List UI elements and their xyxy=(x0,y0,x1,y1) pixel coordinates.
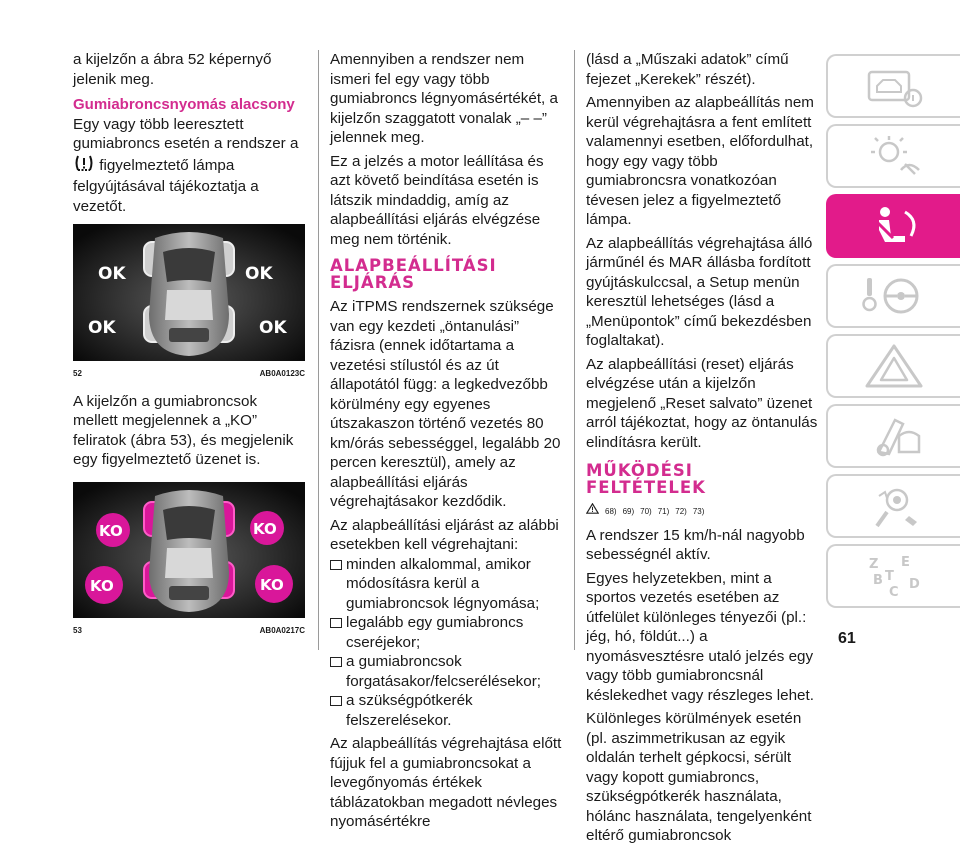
tab-warning-lights[interactable] xyxy=(826,334,960,398)
ok-label-rear-right: OK xyxy=(259,318,287,338)
maintenance-icon xyxy=(859,482,929,530)
list-item: legalább egy gumiabroncs cseréjekor; xyxy=(330,613,562,652)
svg-text:Z: Z xyxy=(869,557,879,572)
figure-52-ok xyxy=(73,224,305,361)
warning-triangle-icon xyxy=(586,502,599,522)
index-icon xyxy=(859,552,929,600)
paragraph: Ez a jelzés a motor leállítása és azt követő beindítása esetén is látszik mindaddig, amíg az alapbeállítási eljárás elvégzése meg nem történik. xyxy=(330,152,544,248)
ko-label-front-right: KO xyxy=(253,519,277,538)
ko-label-front-left: KO xyxy=(99,521,123,540)
page-number: 61 xyxy=(838,630,856,647)
column-divider xyxy=(318,50,319,650)
list-item: a gumiabroncsok forgatásakor/felcserélésekor; xyxy=(330,652,562,691)
safety-icon xyxy=(859,202,929,250)
column-2 xyxy=(330,50,562,836)
paragraph: A kijelzőn a gumiabroncsok mellett megjelennek a „KO” feliratok (ábra 53), és megjelenik egy figyelmeztető üzenet is. xyxy=(73,392,294,468)
ok-label-front-right: OK xyxy=(245,264,273,284)
starting-driving-icon xyxy=(859,272,929,320)
column-1 xyxy=(73,50,305,648)
tab-car-info[interactable] xyxy=(826,54,960,118)
svg-text:C: C xyxy=(889,585,899,600)
ko-label-rear-left: KO xyxy=(90,576,114,595)
bullet-square-icon xyxy=(330,696,342,706)
tab-emergency[interactable] xyxy=(826,404,960,468)
bullet-square-icon xyxy=(330,618,342,628)
svg-text:B: B xyxy=(873,573,883,588)
figure-caption: 52 AB0A0123C xyxy=(73,369,305,378)
column-3 xyxy=(586,50,819,850)
paragraph: Amennyiben az alapbeállítás nem kerül végrehajtásra a fent említett valamennyi esetben, előfordulhat, hogy egy vagy több gumiabroncsra vonatkozóan tévesen jelez a figyelmeztető lámpa. xyxy=(586,94,814,228)
figure-caption: 53 AB0A0217C xyxy=(73,625,305,635)
list-item: minden alkalommal, amikor módosításra kerül a gumiabroncsok légnyomása; xyxy=(330,555,562,614)
paragraph: A rendszer 15 km/h-nál nagyobb sebességnél aktív. xyxy=(586,526,805,563)
ok-label-front-left: OK xyxy=(98,264,126,284)
paragraph: Az alapbeállítási (reset) eljárás elvégzése után a kijelzőn megjelenő „Reset salvato” üzenet arról tájékoztat, hogy az öntanulás elindításra került. xyxy=(586,355,818,451)
paragraph: Amennyiben a rendszer nem ismeri fel egy vagy több gumiabroncs légnyomásértékét, a kijelzőn szaggatott vonalak „– –” jelennek meg. xyxy=(330,51,558,146)
tab-dashboard-lights[interactable] xyxy=(826,124,960,188)
subheading-low-pressure: Gumiabroncsnyomás alacsony xyxy=(73,96,295,113)
bullet-square-icon xyxy=(330,657,342,667)
svg-text:D: D xyxy=(909,577,920,592)
bullet-square-icon xyxy=(330,560,342,570)
section-heading: MŰKÖDÉSI FELTÉTELEK xyxy=(586,461,706,497)
svg-text:T: T xyxy=(885,569,894,584)
ok-label-rear-left: OK xyxy=(88,318,116,338)
tab-safety[interactable] xyxy=(826,194,960,258)
paragraph: Az iTPMS rendszernek szüksége van egy kezdeti „öntanulási” fázisra (ennek időtartama a vezetési stílustól és az út állapotától függ: a legkedvezőbb körülmény egy egyenes útszakaszon történő vezetés 80 km/órás sebességgel, legalább 20 percen keresztül), amely az alapbeállítási eljárás végrehajtásakor kezdődik. xyxy=(330,298,561,510)
section-heading: ALAPBEÁLLÍTÁSI ELJÁRÁS xyxy=(330,256,497,292)
paragraph: Különleges körülmények esetén (pl. aszimmetrikusan az egyik oldalán terhelt gépkocsi, sérült vagy kopott gumiabroncs, szükségpótkerék használata, hólánc használata, tengelyenként eltérő gumiabroncsok xyxy=(586,710,812,844)
warning-lights-icon xyxy=(859,342,929,390)
tab-maintenance[interactable] xyxy=(826,474,960,538)
car-ok-illustration xyxy=(73,224,305,361)
car-ko-illustration xyxy=(73,482,305,618)
list-item: a szükségpótkerék felszerelésekor. xyxy=(330,691,562,730)
tab-starting-driving[interactable] xyxy=(826,264,960,328)
column-divider xyxy=(574,50,575,650)
tire-pressure-warning-icon xyxy=(73,154,95,178)
emergency-icon xyxy=(859,412,929,460)
paragraph: Az alapbeállítás végrehajtása előtt fújjuk fel a gumiabroncsokat a levegőnyomás értékek táblázatokban megadott névleges nyomásértékre xyxy=(330,735,562,830)
ko-label-rear-right: KO xyxy=(260,575,284,594)
dashboard-lights-icon xyxy=(859,132,929,180)
svg-text:E: E xyxy=(901,555,910,570)
car-info-icon xyxy=(859,62,929,110)
paragraph: Egyes helyzetekben, mint a sportos vezetés esetében az útfelület különleges tényezői (pl.: jég, hó, földút...) a nyomásvesztésre utaló jelzés egy vagy több gumiabroncsnál késlekedhet vagy részleges lehet. xyxy=(586,569,814,704)
figure-53-ko xyxy=(73,482,305,618)
paragraph: Egy vagy több leeresztett gumiabroncs esetén a rendszer a figyelmeztető lámpa felgyújtásával tájékoztatja a vezetőt. xyxy=(73,115,299,215)
chapter-tabs xyxy=(826,54,960,614)
warning-references: 68) 69) 70) 71) 72) 73) xyxy=(586,502,819,522)
paragraph: (lásd a „Műszaki adatok” című fejezet „Kerekek” részét). xyxy=(586,51,789,88)
tab-index[interactable] xyxy=(826,544,960,608)
paragraph: Az alapbeállítási eljárást az alábbi esetekben kell végrehajtani: xyxy=(330,516,559,553)
paragraph: a kijelzőn a ábra 52 képernyő jelenik meg. xyxy=(73,51,272,88)
paragraph: Az alapbeállítás végrehajtása álló járműnél és MAR állásba fordított gyújtáskulccsal, a Setup menün keresztül lehetséges (lásd a „Menüpontok” című bekezdésben foglaltakat). xyxy=(586,234,813,349)
